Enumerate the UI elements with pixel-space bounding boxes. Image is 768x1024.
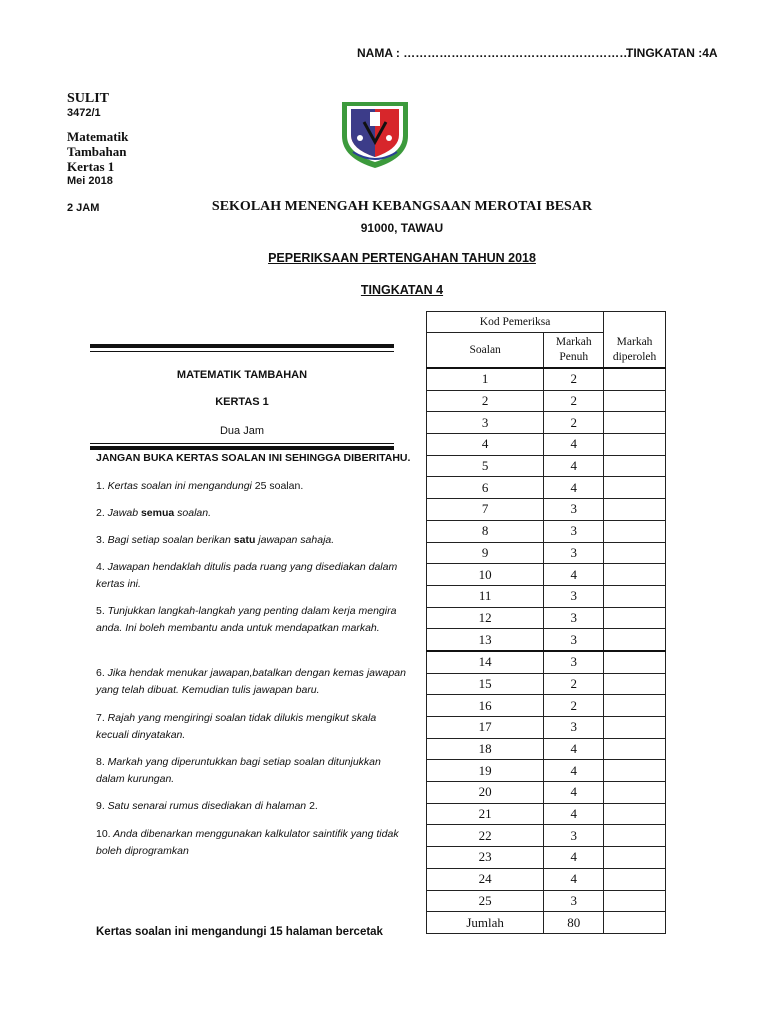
- question-number: 4: [427, 434, 544, 456]
- full-marks: 2: [544, 368, 604, 390]
- header-spacer: [604, 312, 666, 333]
- instruction-item: 7. Rajah yang mengiringi soalan tidak dilukis mengikut skala kecuali dinyatakan.: [96, 712, 377, 741]
- question-number: 7: [427, 499, 544, 521]
- question-number: 22: [427, 825, 544, 847]
- question-number: 2: [427, 390, 544, 412]
- obtained-marks-cell[interactable]: [604, 651, 666, 673]
- paper-meta: [67, 91, 128, 216]
- instruction-item: 1. Kertas soalan ini mengandungi 25 soalan.: [96, 480, 304, 492]
- full-marks: 2: [544, 673, 604, 695]
- table-row: [427, 412, 666, 434]
- obtained-marks-cell[interactable]: [604, 499, 666, 521]
- table-row: [427, 695, 666, 717]
- obtained-marks-cell[interactable]: [604, 542, 666, 564]
- full-marks: 2: [544, 695, 604, 717]
- instruction-item: 5. Tunjukkan langkah-langkah yang penting dalam kerja mengira anda. Ini boleh membantu anda untuk mendapatkan markah.: [96, 605, 397, 634]
- student-name-field: NAMA : …………………………………………………: [357, 46, 632, 60]
- question-number: 16: [427, 695, 544, 717]
- obtained-marks-cell[interactable]: [604, 607, 666, 629]
- divider-bottom-thick: [90, 446, 394, 450]
- total-obtained-cell[interactable]: [604, 912, 666, 934]
- question-number: 3: [427, 412, 544, 434]
- question-number: 15: [427, 673, 544, 695]
- full-marks: 3: [544, 542, 604, 564]
- table-row: [427, 717, 666, 739]
- full-marks: 4: [544, 803, 604, 825]
- obtained-marks-cell[interactable]: [604, 868, 666, 890]
- question-number: 25: [427, 890, 544, 912]
- subject-line-1: Matematik: [67, 129, 129, 144]
- question-number: 10: [427, 564, 544, 586]
- table-row: [427, 585, 666, 607]
- full-marks: 4: [544, 434, 604, 456]
- instruction-item: 10. Anda dibenarkan menggunakan kalkulator saintifik yang tidak boleh diprogramkan: [96, 828, 399, 857]
- divider-top-thin: [90, 351, 394, 352]
- obtained-marks-cell[interactable]: [604, 564, 666, 586]
- obtained-marks-cell[interactable]: [604, 825, 666, 847]
- full-marks: 4: [544, 782, 604, 804]
- question-number: 24: [427, 868, 544, 890]
- obtained-marks-cell[interactable]: [604, 717, 666, 739]
- table-row: [427, 890, 666, 912]
- question-number: 20: [427, 782, 544, 804]
- question-number: 17: [427, 717, 544, 739]
- subject-title: MATEMATIK TAMBAHAN: [176, 369, 308, 381]
- table-row: [427, 368, 666, 390]
- page-count-note: Kertas soalan ini mengandungi 15 halaman bercetak: [96, 926, 383, 938]
- obtained-marks-cell[interactable]: [604, 847, 666, 869]
- full-marks: 2: [544, 390, 604, 412]
- school-name: SEKOLAH MENENGAH KEBANGSAAN MEROTAI BESAR: [211, 199, 593, 214]
- obtained-marks-cell[interactable]: [604, 390, 666, 412]
- table-row: [427, 455, 666, 477]
- table-row: [427, 825, 666, 847]
- full-marks: 4: [544, 738, 604, 760]
- question-number: 6: [427, 477, 544, 499]
- full-marks: 3: [544, 890, 604, 912]
- examiner-marks-table: [426, 311, 666, 934]
- question-number: 1: [427, 368, 544, 390]
- obtained-marks-cell[interactable]: [604, 412, 666, 434]
- form-title: TINGKATAN 4: [360, 283, 444, 297]
- full-marks: 3: [544, 651, 604, 673]
- full-marks: 3: [544, 499, 604, 521]
- school-address: 91000, TAWAU: [360, 221, 444, 235]
- obtained-marks-cell[interactable]: [604, 629, 666, 651]
- examiner-code-header: Kod Pemeriksa: [427, 312, 604, 333]
- total-row: [427, 912, 666, 934]
- divider-top-thick: [90, 344, 394, 348]
- full-marks: 4: [544, 564, 604, 586]
- paper-title: KERTAS 1: [215, 396, 269, 408]
- full-marks: 4: [544, 477, 604, 499]
- table-row: [427, 390, 666, 412]
- table-row: [427, 499, 666, 521]
- question-number: 14: [427, 651, 544, 673]
- instruction-item: 9. Satu senarai rumus disediakan di halaman 2.: [96, 800, 318, 812]
- instruction-item: 8. Markah yang diperuntukkan bagi setiap soalan ditunjukkan dalam kurungan.: [96, 756, 381, 785]
- obtained-marks-cell[interactable]: [604, 782, 666, 804]
- table-row: [427, 564, 666, 586]
- full-marks: 3: [544, 585, 604, 607]
- obtained-marks-cell[interactable]: [604, 434, 666, 456]
- paper-number: Kertas 1: [67, 159, 115, 174]
- table-row: [427, 651, 666, 673]
- question-number: 13: [427, 629, 544, 651]
- sulit-label: SULIT: [67, 91, 110, 106]
- full-marks: 3: [544, 629, 604, 651]
- instruction-item: 4. Jawapan hendaklah ditulis pada ruang yang disediakan dalam kertas ini.: [96, 561, 398, 590]
- full-marks: 3: [544, 717, 604, 739]
- instruction-item: 6. Jika hendak menukar jawapan,batalkan dengan kemas jawapan yang telah dibuat. Kemudian tulis jawapan baru.: [96, 667, 406, 696]
- full-marks: 4: [544, 455, 604, 477]
- subject-line-2: Tambahan: [67, 144, 127, 159]
- column-header-question: Soalan: [427, 333, 544, 369]
- duration-label: Dua Jam: [219, 425, 265, 437]
- table-row: [427, 607, 666, 629]
- paper-date: Mei 2018: [67, 175, 113, 187]
- table-row: [427, 629, 666, 651]
- paper-time: 2 JAM: [67, 202, 100, 214]
- question-number: 5: [427, 455, 544, 477]
- total-full-marks: 80: [544, 912, 604, 934]
- obtained-marks-cell[interactable]: [604, 368, 666, 390]
- table-row: [427, 847, 666, 869]
- table-row: [427, 673, 666, 695]
- school-crest-icon: [336, 96, 414, 170]
- question-number: 8: [427, 520, 544, 542]
- full-marks: 4: [544, 847, 604, 869]
- column-header-obtained: Markah diperoleh: [604, 333, 666, 369]
- obtained-marks-cell[interactable]: [604, 673, 666, 695]
- question-number: 21: [427, 803, 544, 825]
- obtained-marks-cell[interactable]: [604, 520, 666, 542]
- question-number: 19: [427, 760, 544, 782]
- obtained-marks-cell[interactable]: [604, 695, 666, 717]
- full-marks: 3: [544, 825, 604, 847]
- table-row: [427, 477, 666, 499]
- form-class-label: TINGKATAN :4A: [626, 46, 718, 60]
- paper-code: 3472/1: [67, 107, 101, 119]
- table-row: [427, 434, 666, 456]
- instruction-item: 2. Jawab semua soalan.: [96, 507, 212, 519]
- full-marks: 2: [544, 412, 604, 434]
- full-marks: 4: [544, 760, 604, 782]
- obtained-marks-cell[interactable]: [604, 455, 666, 477]
- full-marks: 3: [544, 607, 604, 629]
- column-header-full-marks: Markah Penuh: [544, 333, 604, 369]
- obtained-marks-cell[interactable]: [604, 760, 666, 782]
- full-marks: 3: [544, 520, 604, 542]
- table-row: [427, 803, 666, 825]
- instruction-item: 3. Bagi setiap soalan berikan satu jawapan sahaja.: [96, 534, 335, 546]
- divider-bottom-thin: [90, 443, 394, 444]
- question-number: 9: [427, 542, 544, 564]
- table-row: [427, 782, 666, 804]
- obtained-marks-cell[interactable]: [604, 738, 666, 760]
- total-label: Jumlah: [427, 912, 544, 934]
- question-number: 11: [427, 585, 544, 607]
- table-row: [427, 760, 666, 782]
- obtained-marks-cell[interactable]: [604, 477, 666, 499]
- table-row: [427, 738, 666, 760]
- question-number: 23: [427, 847, 544, 869]
- warning-text: JANGAN BUKA KERTAS SOALAN INI SEHINGGA DIBERITAHU.: [96, 452, 411, 464]
- table-row: [427, 542, 666, 564]
- exam-title: PEPERIKSAAN PERTENGAHAN TAHUN 2018: [268, 251, 536, 265]
- table-row: [427, 868, 666, 890]
- full-marks: 4: [544, 868, 604, 890]
- question-number: 12: [427, 607, 544, 629]
- table-row: [427, 520, 666, 542]
- obtained-marks-cell[interactable]: [604, 585, 666, 607]
- obtained-marks-cell[interactable]: [604, 890, 666, 912]
- obtained-marks-cell[interactable]: [604, 803, 666, 825]
- question-number: 18: [427, 738, 544, 760]
